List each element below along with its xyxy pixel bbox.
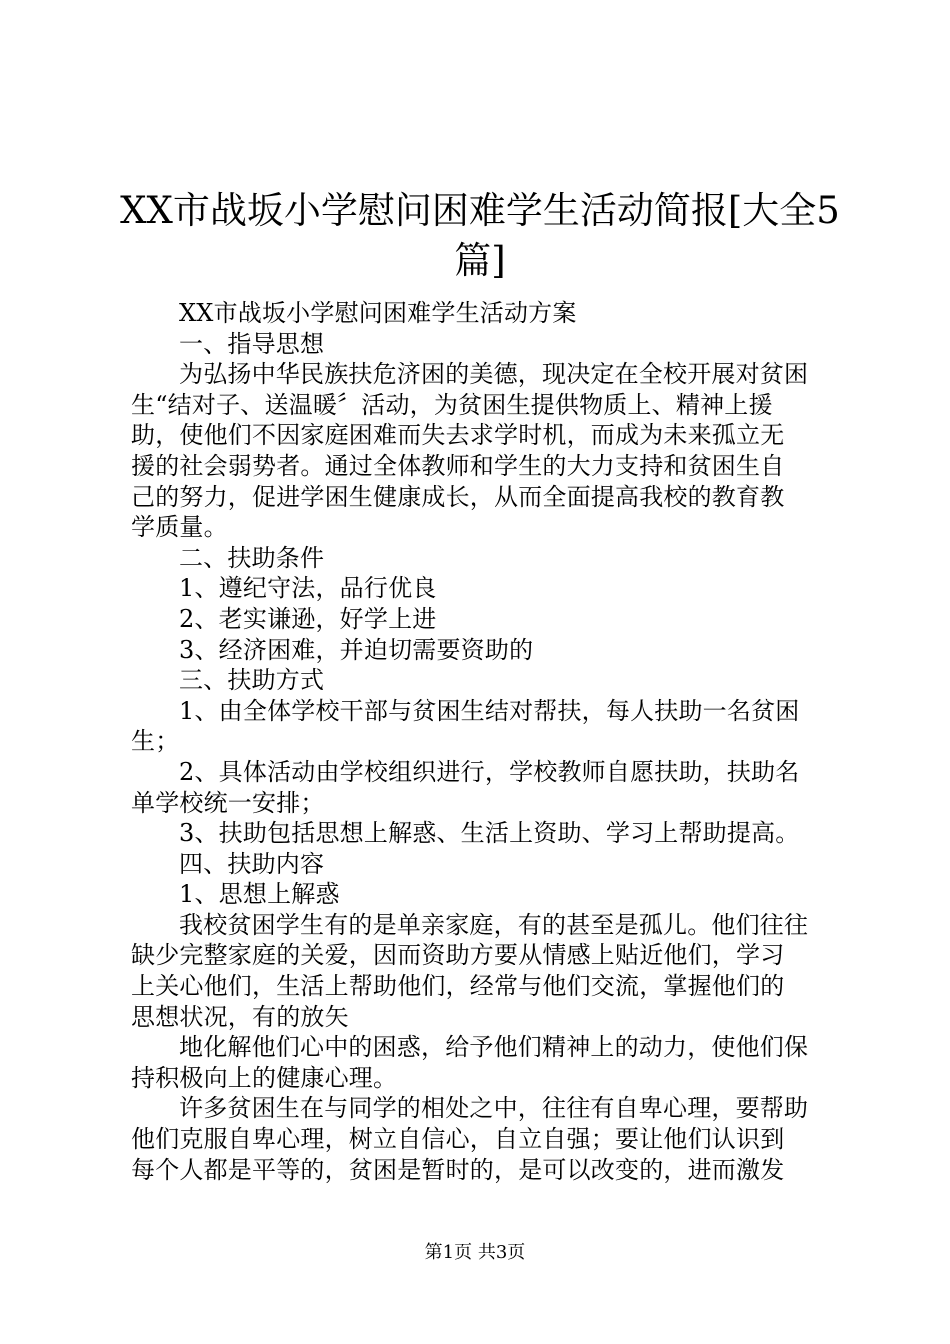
title-line-2: 篇] xyxy=(454,239,506,282)
text-line: 单学校统一安排； xyxy=(131,788,325,817)
text-line: 许多贫困生在与同学的相处之中，往往有自卑心理，要帮助 xyxy=(179,1094,809,1123)
text-line: 持积极向上的健康心理。 xyxy=(131,1063,398,1092)
text-line: 为弘扬中华民族扶危济困的美德，现决定在全校开展对贫困 xyxy=(179,360,809,389)
text-line: 生； xyxy=(131,727,180,756)
text-line: 2、具体活动由学校组织进行，学校教师自愿扶助，扶助名 xyxy=(179,757,800,786)
text-line: 3、经济困难，并迫切需要资助的 xyxy=(179,635,534,664)
text-line: 助，使他们不因家庭困难而失去求学时机，而成为未来孤立无 xyxy=(131,421,785,450)
page-footer: 第1页 共3页 xyxy=(424,1242,526,1263)
text-line: 援的社会弱势者。通过全体教师和学生的大力支持和贫困生自 xyxy=(131,451,785,480)
text-line: 己的努力，促进学困生健康成长，从而全面提高我校的教育教 xyxy=(131,482,785,511)
text-line: 上关心他们，生活上帮助他们，经常与他们交流，掌握他们的 xyxy=(131,972,785,1001)
text-line: 1、遵纪守法，品行优良 xyxy=(179,574,437,603)
document-title xyxy=(120,186,840,286)
text-line: 生“结对子、送温暖〞活动，为贫困生提供物质上、精神上援 xyxy=(131,390,773,419)
text-line: 我校贫困学生有的是单亲家庭，有的甚至是孤儿。他们往往 xyxy=(179,910,809,939)
text-line: 二、扶助条件 xyxy=(179,543,325,572)
text-line: XX市战坂小学慰问困难学生活动方案 xyxy=(179,299,577,327)
text-line: 缺少完整家庭的关爱，因而资助方要从情感上贴近他们，学习 xyxy=(131,941,785,970)
text-line: 3、扶助包括思想上解惑、生活上资助、学习上帮助提高。 xyxy=(179,819,800,848)
text-line: 他们克服自卑心理，树立自信心，自立自强；要让他们认识到 xyxy=(131,1125,785,1154)
text-line: 四、扶助内容 xyxy=(179,849,325,878)
text-line: 1、由全体学校干部与贫困生结对帮扶，每人扶助一名贫困 xyxy=(179,696,800,725)
text-line: 地化解他们心中的困惑，给予他们精神上的动力，使他们保 xyxy=(179,1033,809,1062)
text-line: 学质量。 xyxy=(131,513,228,542)
document-body xyxy=(131,298,831,1185)
text-line: 1、思想上解惑 xyxy=(179,880,340,909)
text-line: 三、扶助方式 xyxy=(179,666,325,695)
text-line: 每个人都是平等的，贫困是暂时的，是可以改变的，进而激发 xyxy=(131,1155,785,1184)
title-line-1: XX市战坂小学慰问困难学生活动简报[大全5 xyxy=(120,189,840,232)
text-line: 思想状况，有的放矢 xyxy=(131,1002,349,1031)
text-line: 2、老实谦逊，好学上进 xyxy=(179,604,437,633)
text-line: 一、指导思想 xyxy=(179,329,325,358)
